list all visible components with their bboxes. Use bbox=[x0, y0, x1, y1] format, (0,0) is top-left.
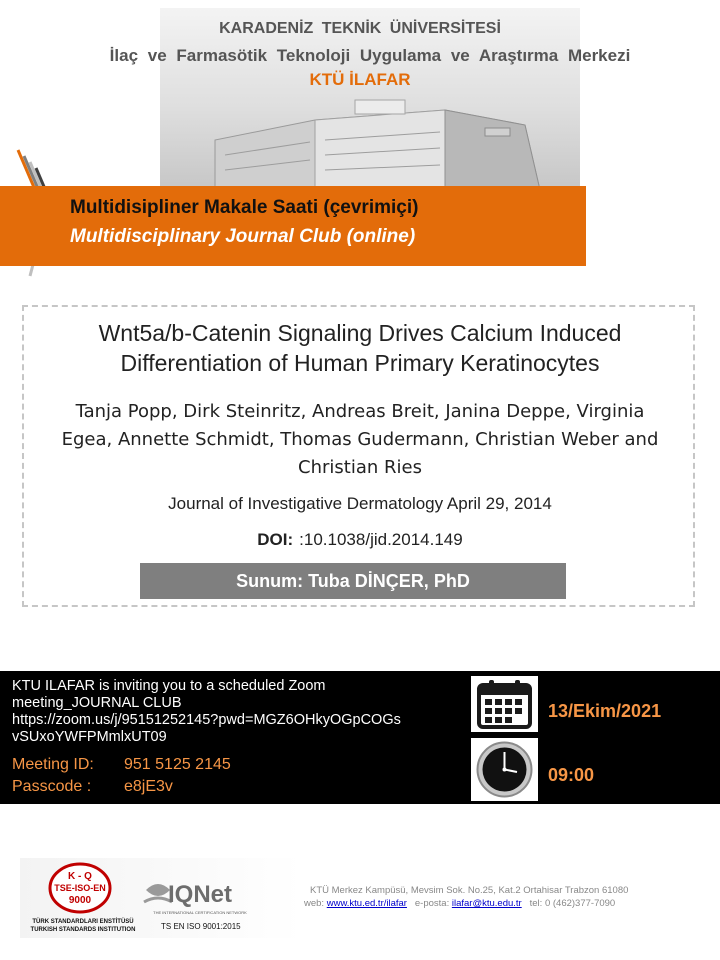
meeting-id-row bbox=[12, 756, 231, 774]
iqnet-logo-text: IQNet bbox=[168, 881, 233, 908]
tel-label: tel: bbox=[529, 898, 543, 909]
meeting-id-value: 951 5125 2145 bbox=[124, 756, 231, 773]
doi-value: :10.1038/jid.2014.149 bbox=[299, 530, 463, 549]
email-label: e-posta: bbox=[414, 898, 450, 909]
presenter-banner: Sunum: Tuba DİNÇER, PhD bbox=[140, 563, 566, 599]
event-time: 09:00 bbox=[548, 765, 595, 785]
passcode-label: Passcode : bbox=[12, 778, 92, 795]
invite-line: meeting_JOURNAL CLUB bbox=[12, 695, 182, 711]
passcode-row bbox=[12, 778, 173, 796]
paper-authors bbox=[40, 398, 680, 482]
kq-num-text: 9000 bbox=[68, 895, 92, 906]
kq-top-text: K - Q bbox=[68, 871, 92, 882]
contact-line bbox=[304, 897, 684, 910]
paper-title-line: Differentiation of Human Primary Keratinocytes bbox=[120, 350, 600, 376]
center-acronym: KTÜ İLAFAR bbox=[309, 70, 411, 89]
iqnet-logo bbox=[140, 872, 260, 920]
event-title-tr: Multidisipliner Makale Saati (çevrimiçi) bbox=[70, 197, 419, 218]
event-title-en: Multidisciplinary Journal Club (online) bbox=[70, 226, 416, 247]
iqnet-tagline: THE INTERNATIONAL CERTIFICATION NETWORK bbox=[153, 910, 247, 915]
address-line: KTÜ Merkez Kampüsü, Mevsim Sok. No.25, Kat.2 Ortahisar Trabzon 61080 bbox=[310, 885, 629, 896]
web-link[interactable]: www.ktu.ed.tr/ilafar bbox=[326, 898, 407, 909]
invite-line: KTU ILAFAR is inviting you to a scheduled Zoom bbox=[12, 678, 326, 694]
kq-inst-tr: TÜRK STANDARDLARI ENSTİTÜSÜ bbox=[32, 919, 134, 925]
center-name: İlaç ve Farmasötik Teknoloji Uygulama ve Araştırma Merkezi bbox=[109, 46, 631, 65]
authors-line: Christian Ries bbox=[298, 457, 422, 478]
contact-address bbox=[304, 884, 684, 910]
iqnet-standard: TS EN ISO 9001:2015 bbox=[161, 922, 241, 931]
kq-inst-en: TURKISH STANDARDS INSTITUTION bbox=[30, 927, 136, 933]
zoom-invite bbox=[12, 678, 452, 746]
building-illustration bbox=[195, 80, 555, 190]
meeting-id-label: Meeting ID: bbox=[12, 756, 94, 773]
doi-label: DOI: bbox=[257, 530, 294, 549]
paper-title-line: Wnt5a/b-Catenin Signaling Drives Calcium Induced bbox=[98, 320, 622, 346]
zoom-link-line[interactable]: https://zoom.us/j/95151252145?pwd=MGZ6OHkyOGpCOGs bbox=[12, 712, 401, 728]
doi bbox=[0, 530, 720, 550]
authors-line: Tanja Popp, Dirk Steinritz, Andreas Breit, Janina Deppe, Virginia bbox=[75, 401, 645, 422]
authors-line: Egea, Annette Schmidt, Thomas Gudermann, Christian Weber and bbox=[61, 429, 659, 450]
event-date: 13/Ekim/2021 bbox=[548, 701, 662, 721]
calendar-icon bbox=[471, 676, 538, 732]
kq-mid-text: TSE-ISO-EN bbox=[54, 883, 106, 893]
web-label: web: bbox=[304, 898, 325, 909]
zoom-link-line[interactable]: vSUxoYWFPMmlxUT09 bbox=[12, 729, 167, 745]
zoom-link[interactable] bbox=[12, 712, 452, 746]
kq-caption bbox=[28, 918, 138, 934]
tel-value: 0 (462)377-7090 bbox=[544, 898, 616, 909]
journal-citation: Journal of Investigative Dermatology April 29, 2014 bbox=[168, 494, 552, 513]
university-name: KARADENİZ TEKNİK ÜNİVERSİTESİ bbox=[219, 20, 501, 37]
paper-title bbox=[30, 318, 690, 378]
passcode-value: e8jE3v bbox=[124, 778, 173, 795]
clock-icon bbox=[471, 738, 538, 801]
email-link[interactable]: ilafar@ktu.edu.tr bbox=[451, 898, 522, 909]
